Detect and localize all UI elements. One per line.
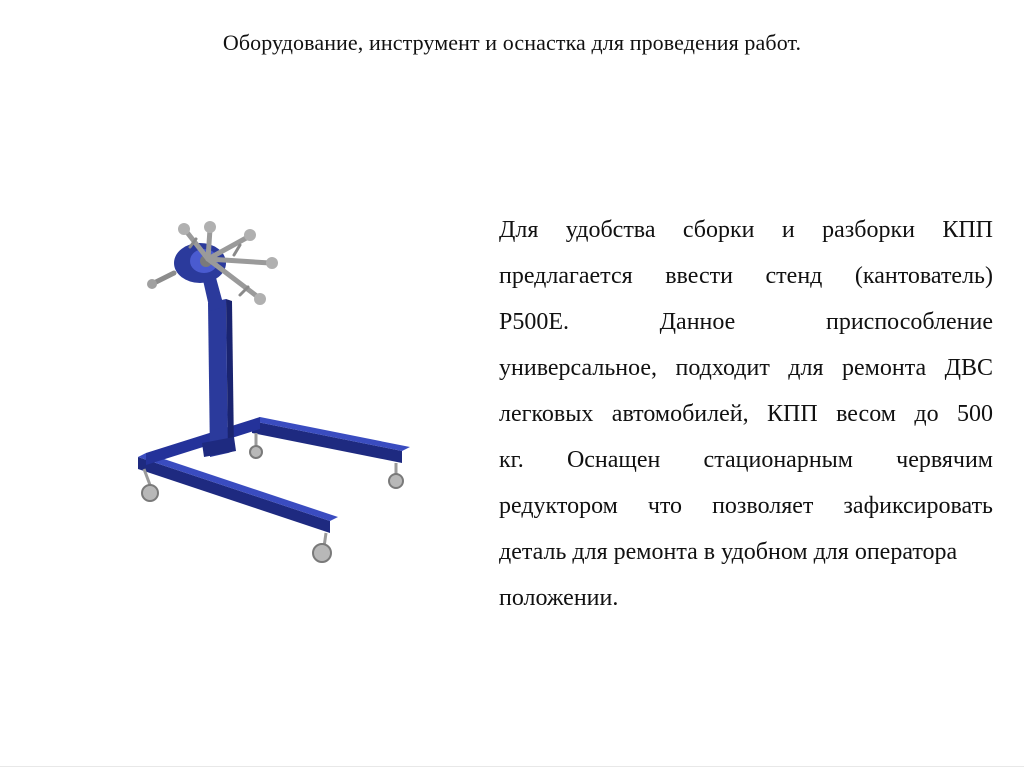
engine-stand-image <box>130 215 420 565</box>
description-line: Для удобства сборки и разборки КПП <box>499 217 993 243</box>
description-line: Р500Е. Данное приспособление <box>499 309 993 335</box>
description-line: положении. <box>499 585 619 611</box>
description-line: кг. Оснащен стационарным червячим <box>499 447 993 473</box>
description-line: легковых автомобилей, КПП весом до 500 <box>499 401 993 427</box>
description-text <box>499 207 993 621</box>
description-line: деталь для ремонта в удобном для оператора <box>499 539 958 565</box>
description-line: универсальное, подходит для ремонта ДВС <box>499 355 993 381</box>
description-line: предлагается ввести стенд (кантователь) <box>499 263 993 289</box>
description-line: редуктором что позволяет зафиксировать <box>499 493 993 519</box>
slide-title: Оборудование, инструмент и оснастка для проведения работ. <box>222 30 802 55</box>
